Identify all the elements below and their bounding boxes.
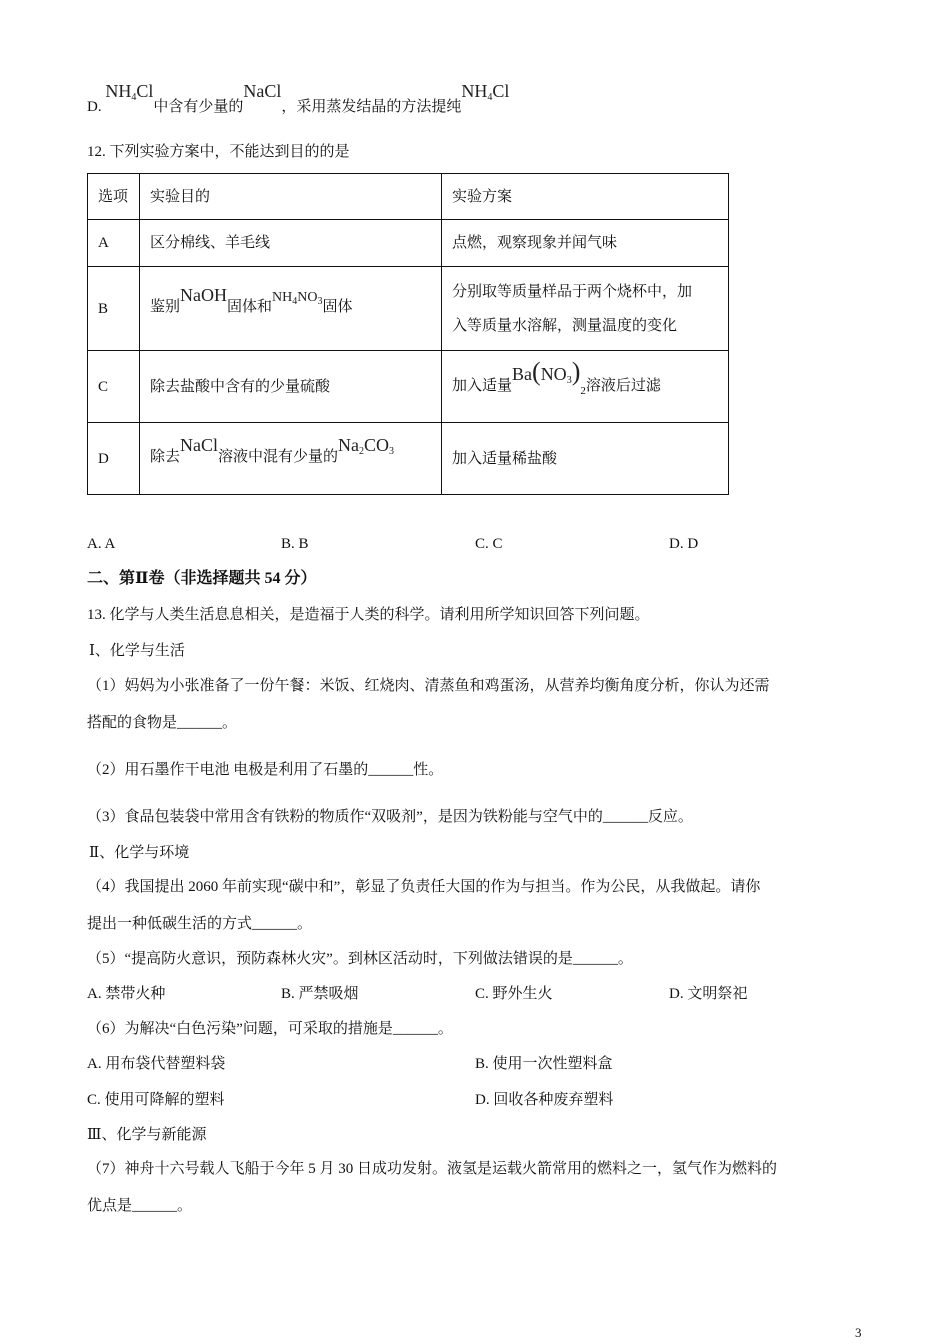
q13-4-line-1: （4）我国提出 2060 年前实现“碳中和”，彰显了负责任大国的作为与担当。作为公民，从我做起。请你 bbox=[87, 879, 761, 895]
table-row-a bbox=[88, 220, 729, 267]
q13-4-line-2: 提出一种低碳生活的方式______。 bbox=[87, 916, 313, 932]
header-plan: 实验方案 bbox=[442, 174, 729, 220]
row-b-option: B bbox=[88, 267, 140, 351]
row-d-purpose: 除去NaCl溶液中混有少量的$Na_2CO_3$ bbox=[140, 423, 442, 495]
row-d-option: D bbox=[88, 423, 140, 495]
q13-1-line-2: 搭配的食物是______。 bbox=[87, 715, 238, 731]
formula-na2co3: $Na_2CO_3$ bbox=[338, 435, 395, 457]
q13-5-option-c: C. 野外生火 bbox=[475, 986, 553, 1002]
header-option: 选项 bbox=[88, 174, 140, 220]
row-b-purpose: 鉴别NaOH固体和$NH_4NO_3$固体 bbox=[140, 267, 442, 351]
page-number: 3 bbox=[855, 1325, 862, 1340]
q13-3: （3）食品包装袋中常用含有铁粉的物质作“双吸剂”，是因为铁粉能与空气中的______反应。 bbox=[87, 809, 693, 825]
table-header-row bbox=[88, 174, 729, 220]
experiment-table bbox=[87, 173, 729, 495]
q11d-text-1: 中含有少量的 bbox=[153, 99, 244, 115]
q13-7-line-1: （7）神舟十六号载人飞船于今年 5 月 30 日成功发射。液氢是运载火箭常用的燃料之一，氢气作为燃料的 bbox=[87, 1161, 778, 1177]
row-a-option: A bbox=[88, 220, 140, 267]
q13-6-option-a: A. 用布袋代替塑料袋 bbox=[87, 1056, 226, 1072]
row-c-purpose: 除去盐酸中含有的少量硫酸 bbox=[140, 351, 442, 423]
q12-choice-d: D. D bbox=[669, 536, 699, 552]
q11-option-d bbox=[87, 81, 510, 117]
formula-naoh: NaOH bbox=[180, 285, 228, 305]
section-2-heading: 二、第Ⅱ卷（非选择题共 54 分） bbox=[87, 570, 317, 587]
row-c-option: C bbox=[88, 351, 140, 423]
row-d-plan: 加入适量稀盐酸 bbox=[442, 423, 729, 495]
q13-2: （2）用石墨作干电池 电极是利用了石墨的______性。 bbox=[87, 762, 444, 778]
formula-nh4no3: $NH_4NO_3$ bbox=[272, 290, 323, 307]
q13-6-option-b: B. 使用一次性塑料盒 bbox=[475, 1056, 613, 1072]
q12-choice-a: A. A bbox=[87, 536, 116, 552]
q13-6-option-c: C. 使用可降解的塑料 bbox=[87, 1092, 225, 1108]
q11d-prefix: D. bbox=[87, 99, 102, 115]
q11d-text-2: ，采用蒸发结晶的方法提纯 bbox=[281, 99, 462, 115]
row-a-plan: 点燃，观察现象并闻气味 bbox=[442, 220, 729, 267]
q13-5-option-a: A. 禁带火种 bbox=[87, 986, 166, 1002]
part-2-heading: Ⅱ、化学与环境 bbox=[89, 845, 190, 861]
header-purpose: 实验目的 bbox=[140, 174, 442, 220]
part-1-heading: Ⅰ、化学与生活 bbox=[89, 643, 185, 659]
q13-stem: 13. 化学与人类生活息息相关，是造福于人类的科学。请利用所学知识回答下列问题。 bbox=[87, 607, 650, 623]
formula-nacl: NaCl bbox=[243, 81, 282, 101]
table-row-c bbox=[88, 351, 729, 423]
table-row-b bbox=[88, 267, 729, 351]
q13-5-option-b: B. 严禁吸烟 bbox=[281, 986, 359, 1002]
q13-6: （6）为解决“白色污染”问题，可采取的措施是______。 bbox=[87, 1021, 453, 1037]
formula-nh4cl-2: $NH_4Cl$ bbox=[461, 81, 510, 103]
row-b-plan: 分别取等质量样品于两个烧杯中，加 入等质量水溶解，测量温度的变化 bbox=[442, 267, 729, 351]
row-c-plan: 加入适量$Ba(NO_3)_2$溶液后过滤 bbox=[442, 351, 729, 423]
table-row-d bbox=[88, 423, 729, 495]
q12-stem: 12. 下列实验方案中，不能达到目的的是 bbox=[87, 144, 350, 160]
formula-nacl-2: NaCl bbox=[180, 435, 219, 455]
formula-ba-no3-2: $Ba(NO_3)$ bbox=[512, 357, 581, 386]
q13-7-line-2: 优点是______。 bbox=[87, 1198, 193, 1214]
q13-6-option-d: D. 回收各种废弃塑料 bbox=[475, 1092, 614, 1108]
part-3-heading: Ⅲ、化学与新能源 bbox=[87, 1127, 207, 1143]
q13-5: （5）“提高防火意识，预防森林火灾”。到林区活动时，下列做法错误的是______。 bbox=[87, 951, 633, 967]
q13-1-line-1: （1）妈妈为小张准备了一份午餐：米饭、红烧肉、清蒸鱼和鸡蛋汤，从营养均衡角度分析，你认为还需 bbox=[87, 678, 770, 694]
q13-5-option-d: D. 文明祭祀 bbox=[669, 986, 748, 1002]
q12-choice-c: C. C bbox=[475, 536, 503, 552]
row-a-purpose: 区分棉线、羊毛线 bbox=[140, 220, 442, 267]
q12-choice-b: B. B bbox=[281, 536, 309, 552]
formula-nh4cl: $NH_4Cl$ bbox=[105, 81, 154, 103]
